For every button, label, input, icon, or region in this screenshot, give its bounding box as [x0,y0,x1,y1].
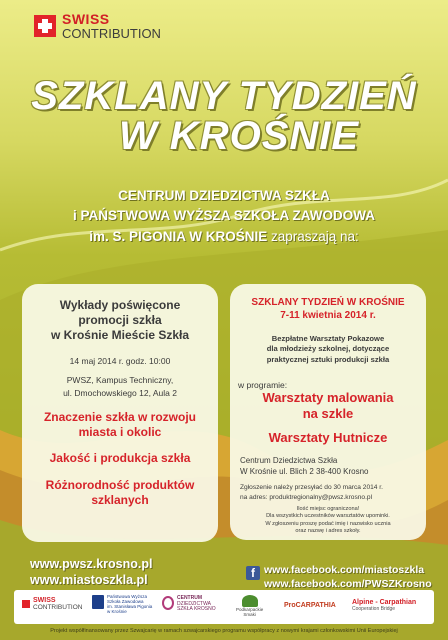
alpine-carpathian-logo [352,599,416,612]
pwsz-crest-icon [92,595,104,609]
legal-note: Projekt współfinansowany przez Szwajcarię w ramach szwajcarskiego programu współpracy z nowymi krajami członkowskimi Unii Europejskiej [50,628,398,634]
facebook-links [264,563,432,591]
address-line: Centrum Dziedzictwa Szkła [240,456,338,465]
intro-line1: CENTRUM DZIEDZICTWA SZKŁA [118,188,330,203]
brand-line2: CONTRIBUTION [62,25,161,41]
sponsor-logos [14,590,434,624]
topic-1 [22,410,218,440]
swiss-cross-small-icon [22,596,30,612]
swiss-logo-line2: CONTRIBUTION [33,604,83,612]
procarpathia-logo: ProCARPATHIA [284,602,336,609]
workshops-note [230,506,426,535]
lectures-card [22,284,218,542]
workshop-painting-line: na szkle [302,405,354,421]
main-title-line2: W KROŚNIE [118,114,360,158]
lectures-place-line: PWSZ, Kampus Techniczny, [66,375,174,385]
lectures-heading [22,298,218,343]
centrum-logo-line: CENTRUM [177,595,202,601]
website-links [30,556,152,589]
pwsz-logo-line: w Krośnie [107,608,127,614]
podkarpackie-logo-line: Podkarpackie [236,607,264,612]
workshops-free-line: Bezpłatne Warsztaty Pokazowe [271,334,385,343]
note-line: W zgłoszeniu proszę podać imię i nazwisko ucznia [265,520,391,527]
swiss-contribution-logo [34,2,161,50]
alpine-logo-line1: Alpine - Carpathian [352,599,417,606]
facebook-link-pwsz[interactable]: www.facebook.com/PWSZKrosno [264,578,432,591]
workshops-free-line: praktycznej sztuki produkcji szkła [266,354,390,364]
workshops-heading [230,296,426,322]
pwsz-logo-line: Państwowa Wyższa [107,594,147,599]
topic-line: Różnorodność produktów [45,478,195,492]
workshops-heading-line: SZKLANY TYDZIEŃ W KROŚNIE [251,297,405,308]
pwsz-logo-line: Szkoła Zawodowa [107,598,144,604]
swiss-logo [22,596,82,612]
apply-line: Zgłoszenie należy przesyłać do 30 marca 2014 r. [240,484,383,491]
lectures-date: 14 maj 2014 r. godz. 10:00 [69,356,171,366]
intro-text [0,186,448,247]
workshops-address [240,456,369,478]
swiss-cross-icon [34,5,56,47]
topic-line: szklanych [91,493,149,507]
intro-line2: i PAŃSTWOWA WYŻSZA SZKOŁA ZAWODOWA [73,208,375,224]
podkarpackie-logo [236,595,263,618]
workshop-glassworks: Warsztaty Hutnicze [268,430,388,445]
brand-line1: SWISS [62,10,110,27]
intro-line3-rest: zapraszają na: [267,228,359,244]
topic-3 [22,478,218,508]
swiss-logo-line1: SWISS [33,596,56,604]
apply-line: na adres: produktregionalny@pwsz.krosno.pl [240,493,373,501]
workshops-card [230,284,426,540]
intro-line3 [0,227,448,247]
note-line: oraz nazwę i adres szkoły. [295,527,361,534]
centrum-glass-icon [162,596,174,610]
lectures-place [22,374,218,400]
website-link-pwsz[interactable]: www.pwsz.krosno.pl [30,557,153,571]
facebook-icon: f [246,566,260,580]
pwsz-logo [92,595,152,615]
centrum-logo-line: DZIEDZICTWA [177,600,211,607]
topic-line: Znaczenie szkła w rozwoju [43,410,197,424]
note-line: Ilość miejsc ograniczona! [296,506,360,512]
lectures-heading-line: promocji szkła [78,313,162,327]
podkarpackie-leaf-icon [242,595,258,607]
workshop-painting-line: Warsztaty malowania [262,390,394,405]
pwsz-logo-line: im. Stanisława Pigonia [107,603,153,609]
topic-2: Jakość i produkcja szkła [49,451,191,465]
website-link-miastoszkla[interactable]: www.miastoszkla.pl [30,573,148,588]
topic-line: miasta i okolic [78,425,162,439]
centrum-logo [162,596,216,613]
address-line: W Krośnie ul. Blich 2 38-400 Krosno [240,466,369,476]
workshop-painting [230,390,426,421]
lectures-place-line: ul. Dmochowskiego 12, Aula 2 [63,388,177,399]
workshops-free [230,334,426,365]
workshops-free-line: dla młodzieży szkolnej, dotyczące [266,344,390,354]
lectures-heading-line: Wykłady poświęcone [59,298,181,312]
note-line: Dla wszystkich uczestników warsztatów upominki. [266,513,390,520]
intro-line3-bold: im. S. PIGONIA W KROŚNIE [89,228,268,244]
centrum-logo-line: SZKŁA KROSNO [177,606,216,612]
program-label: w programie: [238,380,288,390]
lectures-heading-line: w Krośnie Mieście Szkła [50,328,190,342]
main-title-line1: SZKLANY TYDZIEŃ [31,74,417,118]
facebook-link-miastoszkla[interactable]: www.facebook.com/miastoszkla [264,564,425,576]
podkarpackie-logo-line: Smaki [243,611,256,617]
workshops-apply [240,483,383,502]
alpine-logo-line2: Cooperation Bridge [352,605,396,612]
workshops-heading-line: 7-11 kwietnia 2014 r. [280,310,376,321]
